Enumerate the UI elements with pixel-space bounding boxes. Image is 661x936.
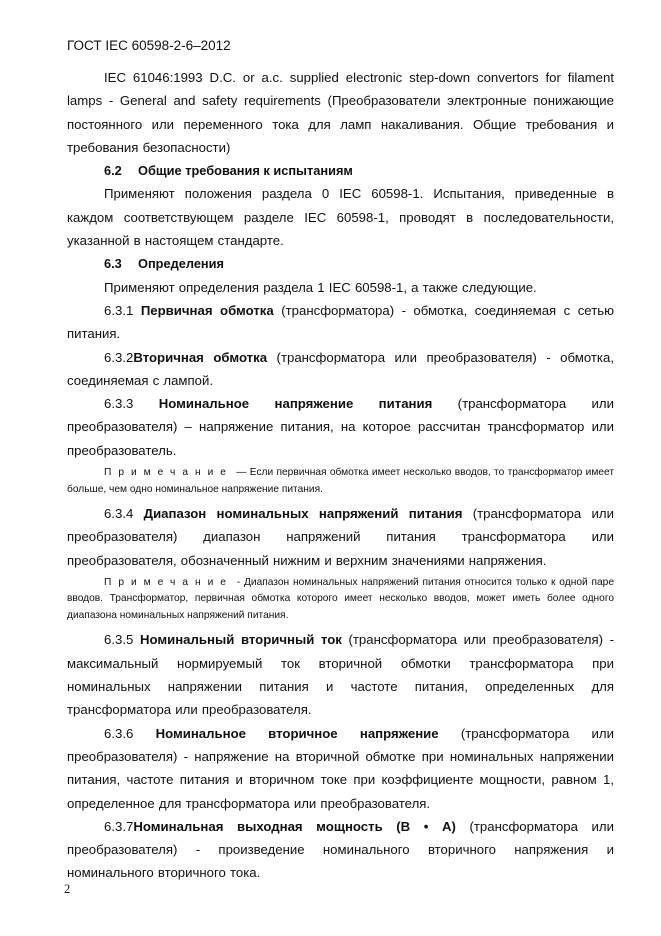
note-2	[67, 575, 614, 625]
definition-text: (трансформатора или преобразователя) - обмотка, соединяемая с лампой.	[67, 349, 614, 388]
document-header: ГОСТ IEC 60598-2-6–2012	[67, 38, 231, 53]
definition-term: Номинальная выходная мощность (В • А)	[133, 818, 456, 834]
definition-6-3-7	[67, 815, 614, 885]
page-number: 2	[64, 882, 71, 896]
definition-term: Номинальное вторичное напряжение	[155, 725, 439, 741]
reference-paragraph: IEC 61046:1993 D.C. or a.c. supplied electronic step-down convertors for filament lamps - General and safety requirements (Преобразователи электронные понижающие постоянного или переменного тока для ламп накаливания. Общие требования и требования безопасности)	[67, 70, 614, 155]
definition-6-3-2	[67, 346, 614, 393]
definition-text: (трансформатора или преобразователя) диапазон напряжений питания трансформатора или преобразователя, обозначенный нижним и верхним значениями напряжения.	[67, 506, 614, 568]
definition-text: (трансформатора) - обмотка, соединяемая с сетью питания.	[67, 302, 614, 342]
section-heading-6-2	[67, 159, 614, 182]
definition-text: (трансформатора или преобразователя) - максимальный нормируемый ток вторичной обмотки трансформатора при номинальных напряжении питания и частоте питания, определенных для трансформатора или преобразователя.	[67, 632, 614, 718]
definition-number: 6.3.3	[104, 396, 134, 412]
definition-number: 6.3.5	[104, 632, 134, 648]
definition-term: Диапазон номинальных напряжений питания	[143, 506, 463, 522]
definition-term: Номинальное напряжение питания	[158, 396, 433, 412]
note-label: Примечание	[104, 467, 233, 479]
section-number: 6.3	[104, 256, 122, 272]
section-title: Определения	[138, 256, 224, 272]
note-text: - Диапазон номинальных напряжений питания относится только к одной паре вводов. Трансформатор, первичная обмотка которого имеет несколько вводов, может иметь более одного диапазона номинальных напряжений питания.	[67, 576, 614, 621]
section-title: Общие требования к испытаниям	[138, 163, 353, 179]
note-text: — Если первичная обмотка имеет несколько вводов, то трансформатор имеет больше, чем одно номинальное напряжение питания.	[67, 467, 614, 495]
definition-6-3-3	[67, 392, 614, 462]
definition-6-3-6	[67, 722, 614, 815]
section-text-6-2: Применяют положения раздела 0 IEC 60598-1. Испытания, приведенные в каждом соответствующем разделе IEC 60598-1, проводят в последовательности, указанной в настоящем стандарте.	[67, 186, 614, 249]
note-1	[67, 465, 614, 498]
definition-text: (трансформатора или преобразователя) - произведение номинального вторичного напряжения и номинального вторичного тока.	[67, 818, 614, 881]
definition-number: 6.3.6	[104, 725, 134, 741]
definition-number: 6.3.2	[104, 349, 134, 365]
definition-number: 6.3.7	[104, 818, 134, 834]
definition-text: (трансформатора или преобразователя) - напряжение на вторичной обмотке при номинальных напряжении питания, частоте питания и вторичном токе при коэффициенте мощности, равном 1, определенное для трансформатора или преобразователя.	[67, 725, 614, 811]
section-heading-6-3	[67, 252, 614, 275]
definition-6-3-4	[67, 502, 614, 572]
note-label: Примечание	[104, 576, 233, 588]
definition-number: 6.3.1	[104, 302, 134, 318]
section-number: 6.2	[104, 163, 122, 179]
definition-term: Вторичная обмотка	[133, 349, 268, 365]
definition-6-3-1	[67, 299, 614, 346]
definition-number: 6.3.4	[104, 506, 134, 522]
definition-term: Первичная обмотка	[140, 302, 274, 318]
document-body	[67, 66, 614, 885]
definition-6-3-5	[67, 628, 614, 721]
definition-text: (трансформатора или преобразователя) – напряжение питания, на которое рассчитан трансформатор или преобразователь.	[67, 396, 614, 458]
definition-term: Номинальный вторичный ток	[139, 632, 342, 648]
section-text-6-3: Применяют определения раздела 1 IEC 60598-1, а также следующие.	[104, 279, 537, 295]
